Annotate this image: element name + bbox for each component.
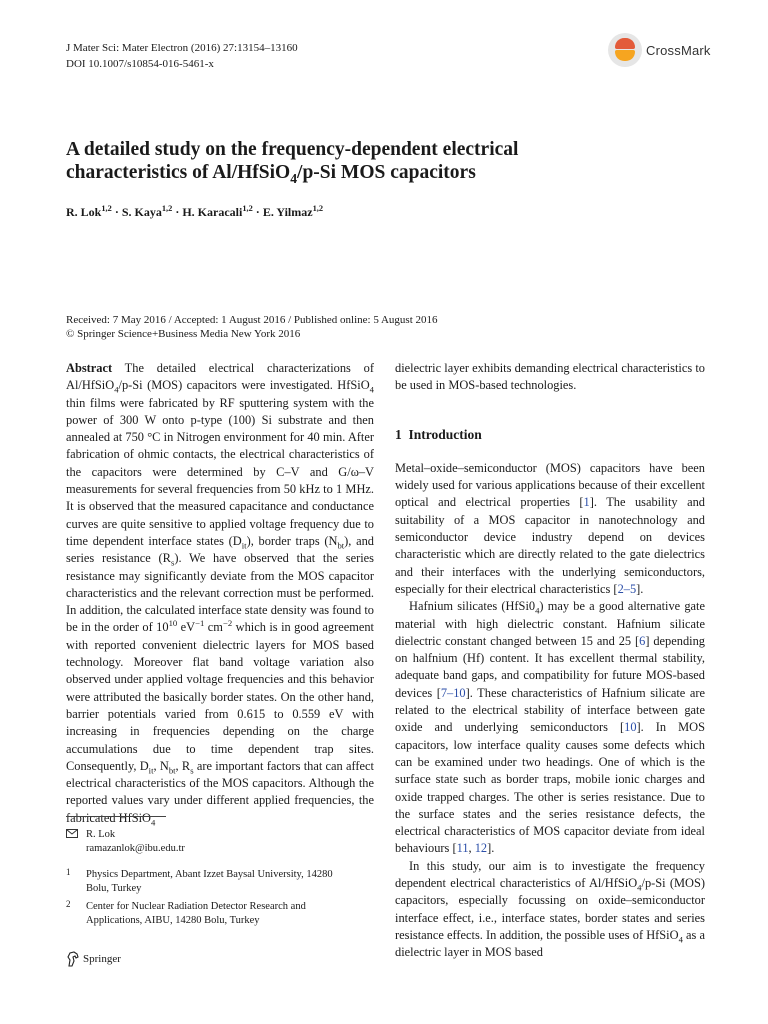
footnote-divider bbox=[66, 816, 166, 817]
corresponding-email[interactable]: ramazanlok@ibu.edu.tr bbox=[86, 843, 185, 854]
crossmark-label: CrossMark bbox=[646, 42, 711, 58]
crossmark-icon bbox=[608, 33, 642, 67]
abstract-text: Abstract The detailed electrical characterizations of Al/HfSiO$_4$/p-Si (MOS) capacitors were investigated. HfSiO$_4$ thin films were fabricated by RF sputtering system with the power of 300 W onto p-type (100) Si substrate and then annealed at 750 °C in Nitrogen environment for 40 min. After fabrication of ohmic contacts, the electrical characteristics of the capacitors were determined by C–V and G/ω–V measurements for several frequencies from 50 kHz to 1 MHz. It is observed that the measured capacitance and conductance curves are quite sensitive to applied voltage frequency due to time dependent interface states $(D_{it})$, border traps $(N_{bt})$, and series resistance $(R_s)$. We have observed that the series resistance may significantly deviate from the MOS capacitor characteristics and the relevant correction must be performed. In addition, the calculated interface state density was found to be in the order of $10^{10}$ $eV^{-1}$ $cm^{-2}$ which is in good agreement with reported convenient dielectric layers for MOS based technology. Moreover flat band voltage variation also observed under applied voltage frequencies and this behavior were attributed the basically border states. On the other hand, barrier potentials varied from 0.615 to 0.559 eV with increasing in frequencies depending on the charge accumulations due to time dependent trap sites. Consequently, $D_{it}$, $N_{bt}$, $R_s$ are important factors that can affect electrical characteristics of the MOS capacitors. Although the reported values vary under different applied frequencies, the fabricated HfSiO$_4$ bbox=[66, 361, 375, 828]
springer-label: Springer bbox=[83, 953, 121, 965]
author-name[interactable]: E. Yilmaz bbox=[262, 205, 313, 219]
publication-dates bbox=[66, 313, 706, 341]
citation-link[interactable]: 1 bbox=[583, 495, 590, 510]
history-dates: Received: 7 May 2016 / Accepted: 1 August 2016 / Published online: 5 August 2016 bbox=[66, 314, 438, 326]
abstract-label: Abstract bbox=[66, 361, 113, 375]
citation-link[interactable]: 6 bbox=[639, 633, 646, 648]
springer-horse-icon bbox=[66, 951, 80, 967]
title-line-1: A detailed study on the frequency-dependent electrical bbox=[66, 139, 519, 160]
corresponding-name: R. Lok bbox=[86, 829, 116, 840]
author-name[interactable]: S. Kaya bbox=[121, 205, 162, 219]
abstract-continuation: dielectric layer exhibits demanding electrical characteristics to be used in MOS-based technologies. bbox=[395, 361, 705, 393]
springer-logo bbox=[66, 951, 121, 967]
right-column bbox=[395, 360, 705, 962]
affiliation-2: Center for Nuclear Radiation Detector Research and Applications, AIBU, 14280 Bolu, Turkey bbox=[86, 901, 306, 926]
title-line-2: characteristics of Al/HfSiO$_4$/p-Si MOS capacitors bbox=[66, 162, 476, 186]
journal-citation: J Mater Sci: Mater Electron (2016) 27:13154–13160 bbox=[66, 42, 298, 54]
abstract-column bbox=[66, 360, 374, 827]
affiliation-1: Physics Department, Abant Izzet Baysal University, 14280 Bolu, Turkey bbox=[86, 869, 333, 894]
doi-text[interactable]: DOI 10.1007/s10854-016-5461-x bbox=[66, 58, 214, 70]
paper-title bbox=[66, 138, 706, 184]
author-name[interactable]: R. Lok bbox=[66, 205, 102, 219]
section-heading: 1 Introduction bbox=[395, 426, 482, 442]
footnote-number: 1 bbox=[66, 867, 71, 877]
citation-link[interactable]: 11 bbox=[456, 841, 469, 856]
intro-paragraph-1: Metal–oxide–semiconductor (MOS) capacitors have been widely used for various applications because of their excellent optical and electrical properties [1]. The usability and suitability of a MOS capacitor in nanotechnology and semiconductor device industry depend on devices characteristic which are directly related to the gate dielectrics and their interfaces with the underlying semiconductors, especially for their electrical characteristics [2–5]. bbox=[395, 460, 705, 596]
citation-link[interactable]: 2–5 bbox=[617, 581, 637, 596]
intro-paragraph-2: Hafnium silicates $(HfSi0_4)$ may be a good alternative gate material with high dielectric constant. Hafnium silicate dielectric constant changed between 15 and 25 [6] depending on halfnium (Hf) content. It has excellent thermal stability, adequate band gaps, and compatibility for future MOS-based devices [7–10]. These characteristics of Hafnium silicate are related to the electrical stability of interface between gate oxide and underlying semiconductors [10]. In MOS capacitors, low interface quality causes some defects which can be examined under two headings. One of which is the surface state such as border traps, mobile ionic charges and oxide trapped charges. The other is series resistance. Due to the surface states and the series resistance defects, the electrical characteristics of MOS capacitor deviate from ideal behaviours [11, 12]. bbox=[395, 599, 705, 856]
author-name[interactable]: H. Karacali bbox=[182, 205, 243, 219]
journal-header bbox=[66, 40, 298, 72]
copyright-line: © Springer Science+Business Media New York 2016 bbox=[66, 328, 301, 340]
corresponding-author bbox=[66, 828, 78, 842]
citation-link[interactable]: 10 bbox=[624, 720, 637, 735]
footnote-number: 2 bbox=[66, 899, 71, 909]
crossmark-badge[interactable] bbox=[608, 30, 718, 70]
author-list: R. Lok$^{1,2}$ · S. Kaya$^{1,2}$ · H. Karacali$^{1,2}$ · E. Yilmaz$^{1,2}$ bbox=[66, 204, 324, 219]
intro-paragraph-3: In this study, our aim is to investigate the frequency dependent electrical characteristics of Al/HfSiO$_4$/p-Si (MOS) capacitors, especially focussing on oxide–semiconductor interface effect, i.e., interface states, border states and series resistance effects. In addition, the possible uses of HfSiO$_4$ as a dielectric layer in MOS based bbox=[395, 858, 705, 960]
citation-link[interactable]: 12 bbox=[474, 841, 488, 856]
citation-link[interactable]: 7–10 bbox=[440, 685, 466, 700]
envelope-icon bbox=[66, 829, 78, 838]
